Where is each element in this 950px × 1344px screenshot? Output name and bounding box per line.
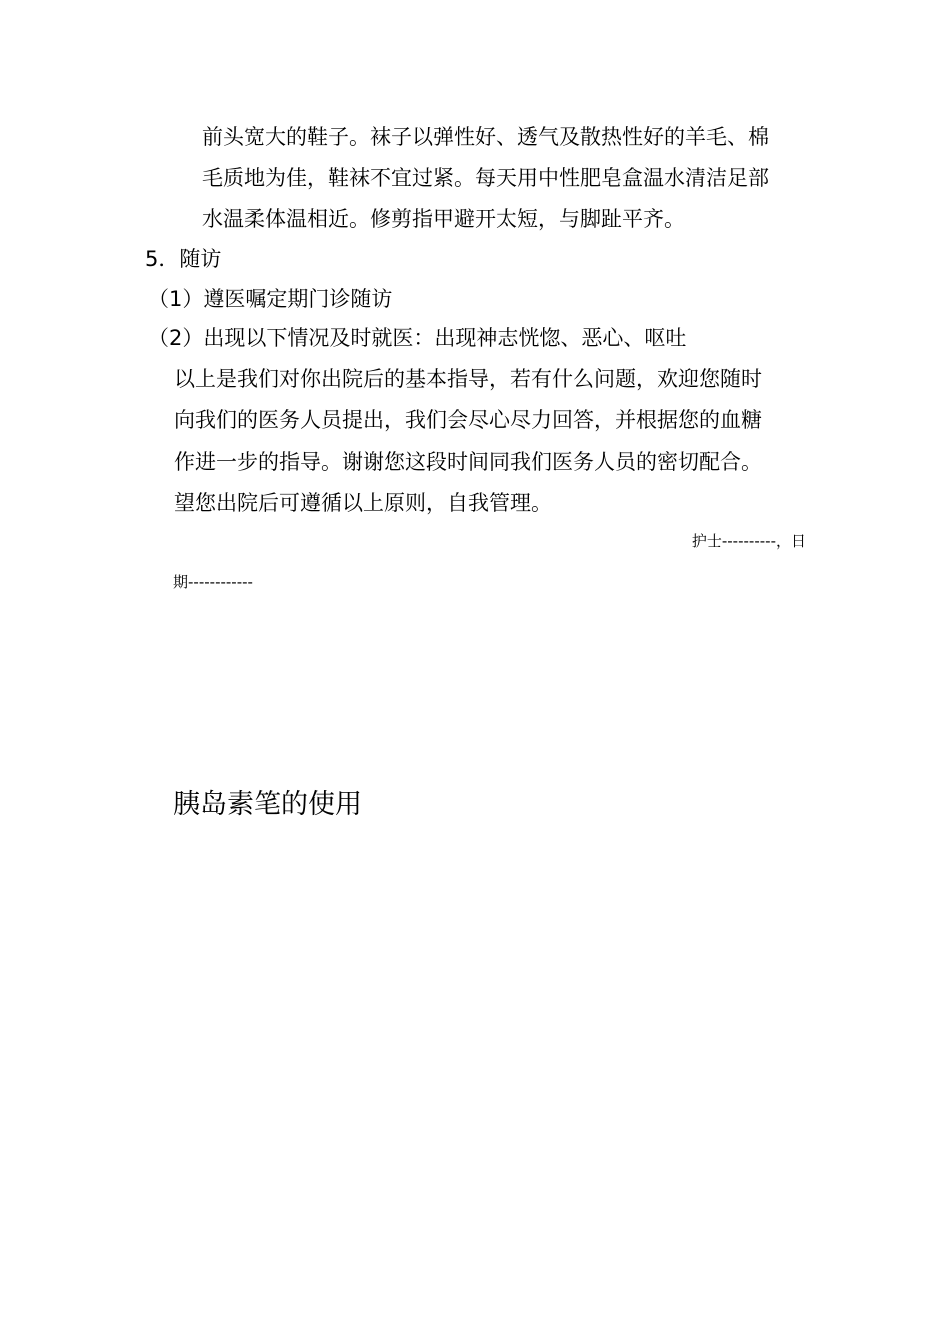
followup-item-2: （2）出现以下情况及时就医：出现神志恍惚、恶心、呕吐 (148, 326, 687, 350)
nurse-signature-line: 护士----------，日 (691, 532, 806, 550)
closing-line-1: 以上是我们对你出院后的基本指导，若有什么问题，欢迎您随时 (174, 367, 762, 391)
followup-item-1: （1）遵医嘱定期门诊随访 (148, 287, 393, 311)
care-instruction-line-2: 毛质地为佳，鞋袜不宜过紧。每天用中性肥皂盒温水清洁足部 (202, 166, 769, 190)
date-line: 期------------ (173, 573, 253, 591)
care-instruction-line-3: 水温柔体温相近。修剪指甲避开太短，与脚趾平齐。 (202, 207, 685, 231)
closing-line-3: 作进一步的指导。谢谢您这段时间同我们医务人员的密切配合。 (174, 450, 762, 474)
closing-line-4: 望您出院后可遵循以上原则，自我管理。 (174, 491, 552, 515)
followup-heading: 5．随访 (145, 247, 222, 271)
closing-line-2: 向我们的医务人员提出，我们会尽心尽力回答，并根据您的血糖 (174, 408, 762, 432)
care-instruction-line-1: 前头宽大的鞋子。袜子以弹性好、透气及散热性好的羊毛、棉 (202, 125, 769, 149)
section-title: 胰岛素笔的使用 (173, 789, 362, 820)
